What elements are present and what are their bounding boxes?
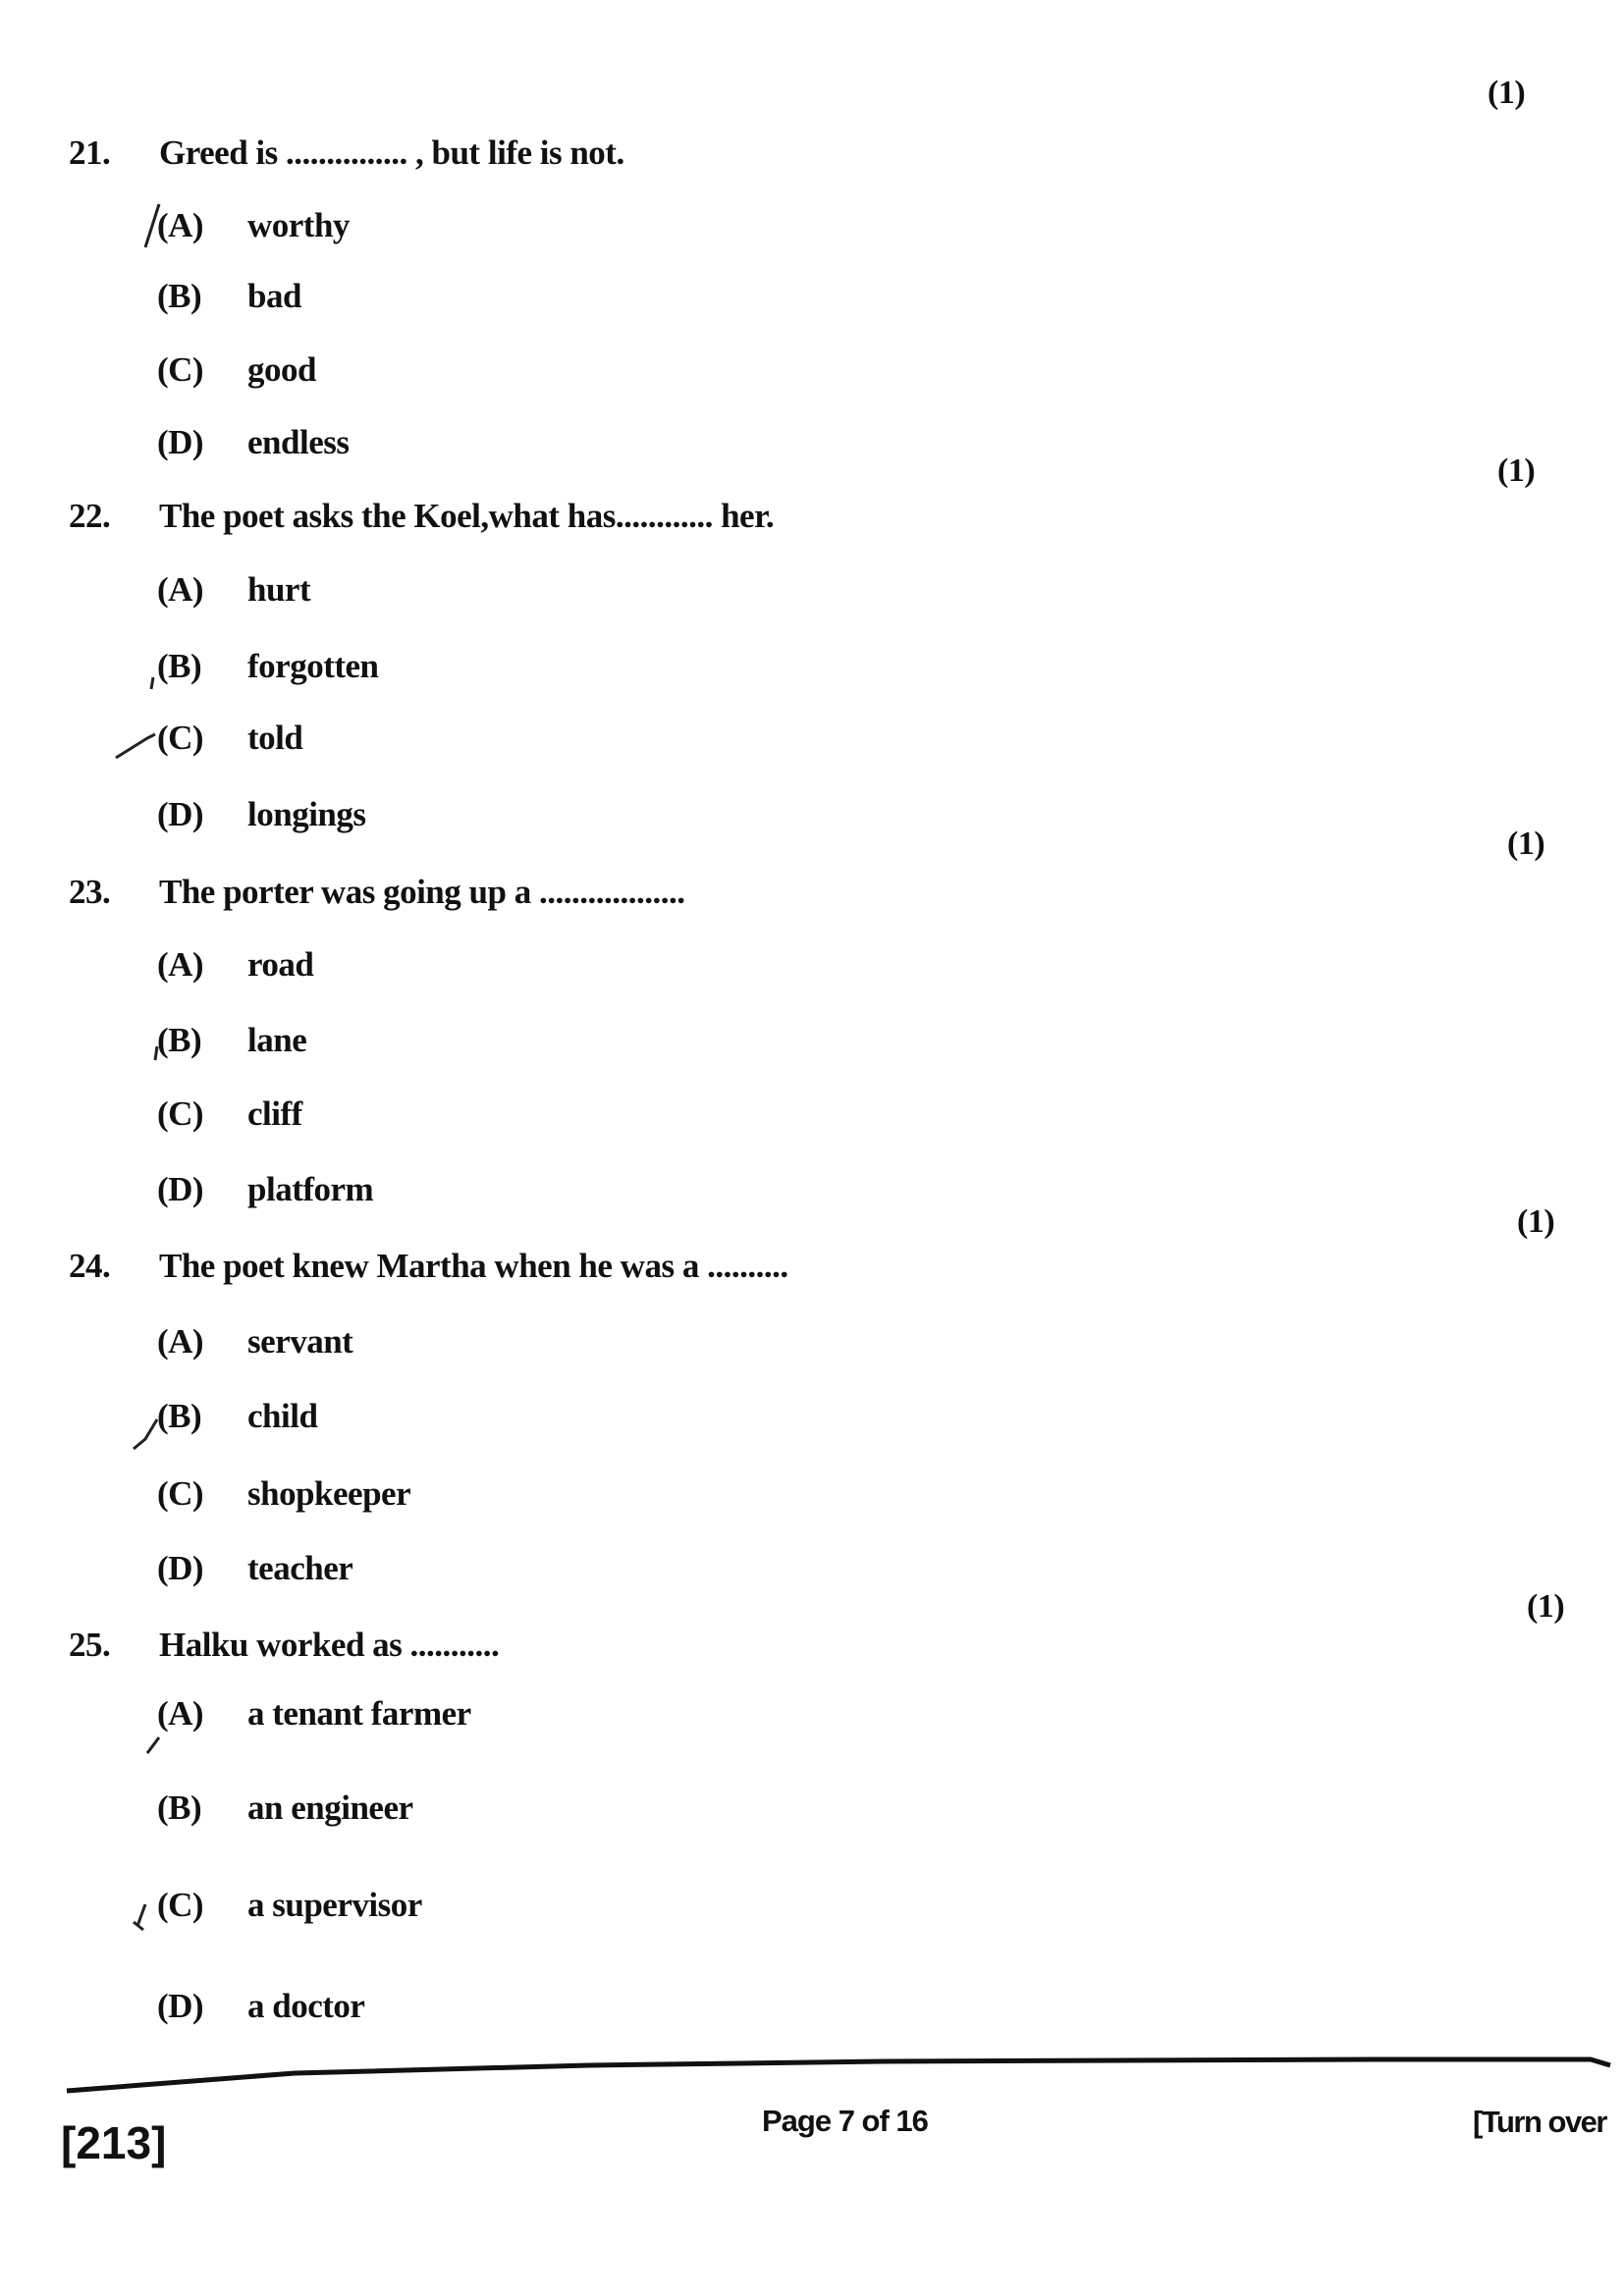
- option-label: (C): [157, 1095, 204, 1133]
- option-text: cliff: [247, 1095, 302, 1133]
- question-number: 22.: [69, 497, 111, 535]
- option-text: hurt: [247, 570, 311, 609]
- option-text: road: [247, 945, 314, 984]
- option-label: (C): [157, 350, 204, 389]
- option-label: (A): [157, 570, 204, 609]
- paper-code: [213]: [61, 2117, 167, 2168]
- tick-mark-icon: [116, 734, 155, 758]
- option-label: (B): [157, 277, 202, 315]
- question-marks: (1): [1527, 1588, 1565, 1625]
- question-marks: (1): [1497, 453, 1536, 489]
- option-label: (D): [157, 423, 204, 461]
- option-text: forgotten: [247, 647, 379, 685]
- option-label: (D): [157, 1549, 204, 1587]
- option-text: child: [247, 1397, 318, 1435]
- option-text: teacher: [247, 1549, 353, 1587]
- option-text: a tenant farmer: [247, 1694, 471, 1733]
- tick-mark-icon: [134, 1904, 145, 1930]
- question-number: 21.: [69, 133, 111, 172]
- option-text: good: [247, 350, 316, 389]
- question-marks: (1): [1488, 75, 1526, 111]
- option-label: (A): [157, 1694, 204, 1733]
- option-text: longings: [247, 795, 366, 833]
- option-label: (A): [157, 945, 204, 984]
- option-label: (D): [157, 1170, 204, 1208]
- question-text: The poet asks the Koel,what has............ her.: [159, 497, 775, 535]
- question-number: 23.: [69, 873, 111, 911]
- question-text: The poet knew Martha when he was a ..........: [159, 1247, 788, 1285]
- question-number: 25.: [69, 1626, 111, 1664]
- option-text: a supervisor: [247, 1886, 422, 1924]
- option-text: a doctor: [247, 1987, 365, 2025]
- option-text: told: [247, 719, 303, 757]
- question-text: Halku worked as ...........: [159, 1626, 500, 1664]
- option-label: (D): [157, 1987, 204, 2025]
- option-text: platform: [247, 1170, 374, 1208]
- tick-mark-icon: [134, 1419, 157, 1449]
- option-label: (B): [157, 1021, 202, 1059]
- question-text: The porter was going up a ..................: [159, 873, 685, 911]
- question-marks: (1): [1517, 1203, 1555, 1240]
- option-label: (D): [157, 795, 204, 833]
- turn-over: [Turn over: [1473, 2105, 1606, 2139]
- page-number: Page 7 of 16: [762, 2104, 928, 2138]
- option-label: (A): [157, 1322, 204, 1361]
- option-label: (B): [157, 1789, 202, 1827]
- option-text: worthy: [247, 206, 350, 244]
- option-label: (A): [157, 206, 204, 244]
- option-text: an engineer: [247, 1789, 413, 1827]
- option-text: shopkeeper: [247, 1474, 411, 1513]
- option-text: servant: [247, 1322, 353, 1361]
- option-label: (C): [157, 1474, 204, 1513]
- tick-mark-icon: [147, 1737, 159, 1753]
- option-text: endless: [247, 423, 350, 461]
- option-label: (B): [157, 1397, 202, 1435]
- option-label: (C): [157, 719, 204, 757]
- option-text: lane: [247, 1021, 307, 1059]
- question-marks: (1): [1507, 826, 1545, 862]
- option-label: (B): [157, 647, 202, 685]
- option-label: (C): [157, 1886, 204, 1924]
- tick-mark-icon: [151, 677, 153, 689]
- option-text: bad: [247, 277, 301, 315]
- question-text: Greed is ............... , but life is not.: [159, 133, 624, 172]
- question-number: 24.: [69, 1247, 111, 1285]
